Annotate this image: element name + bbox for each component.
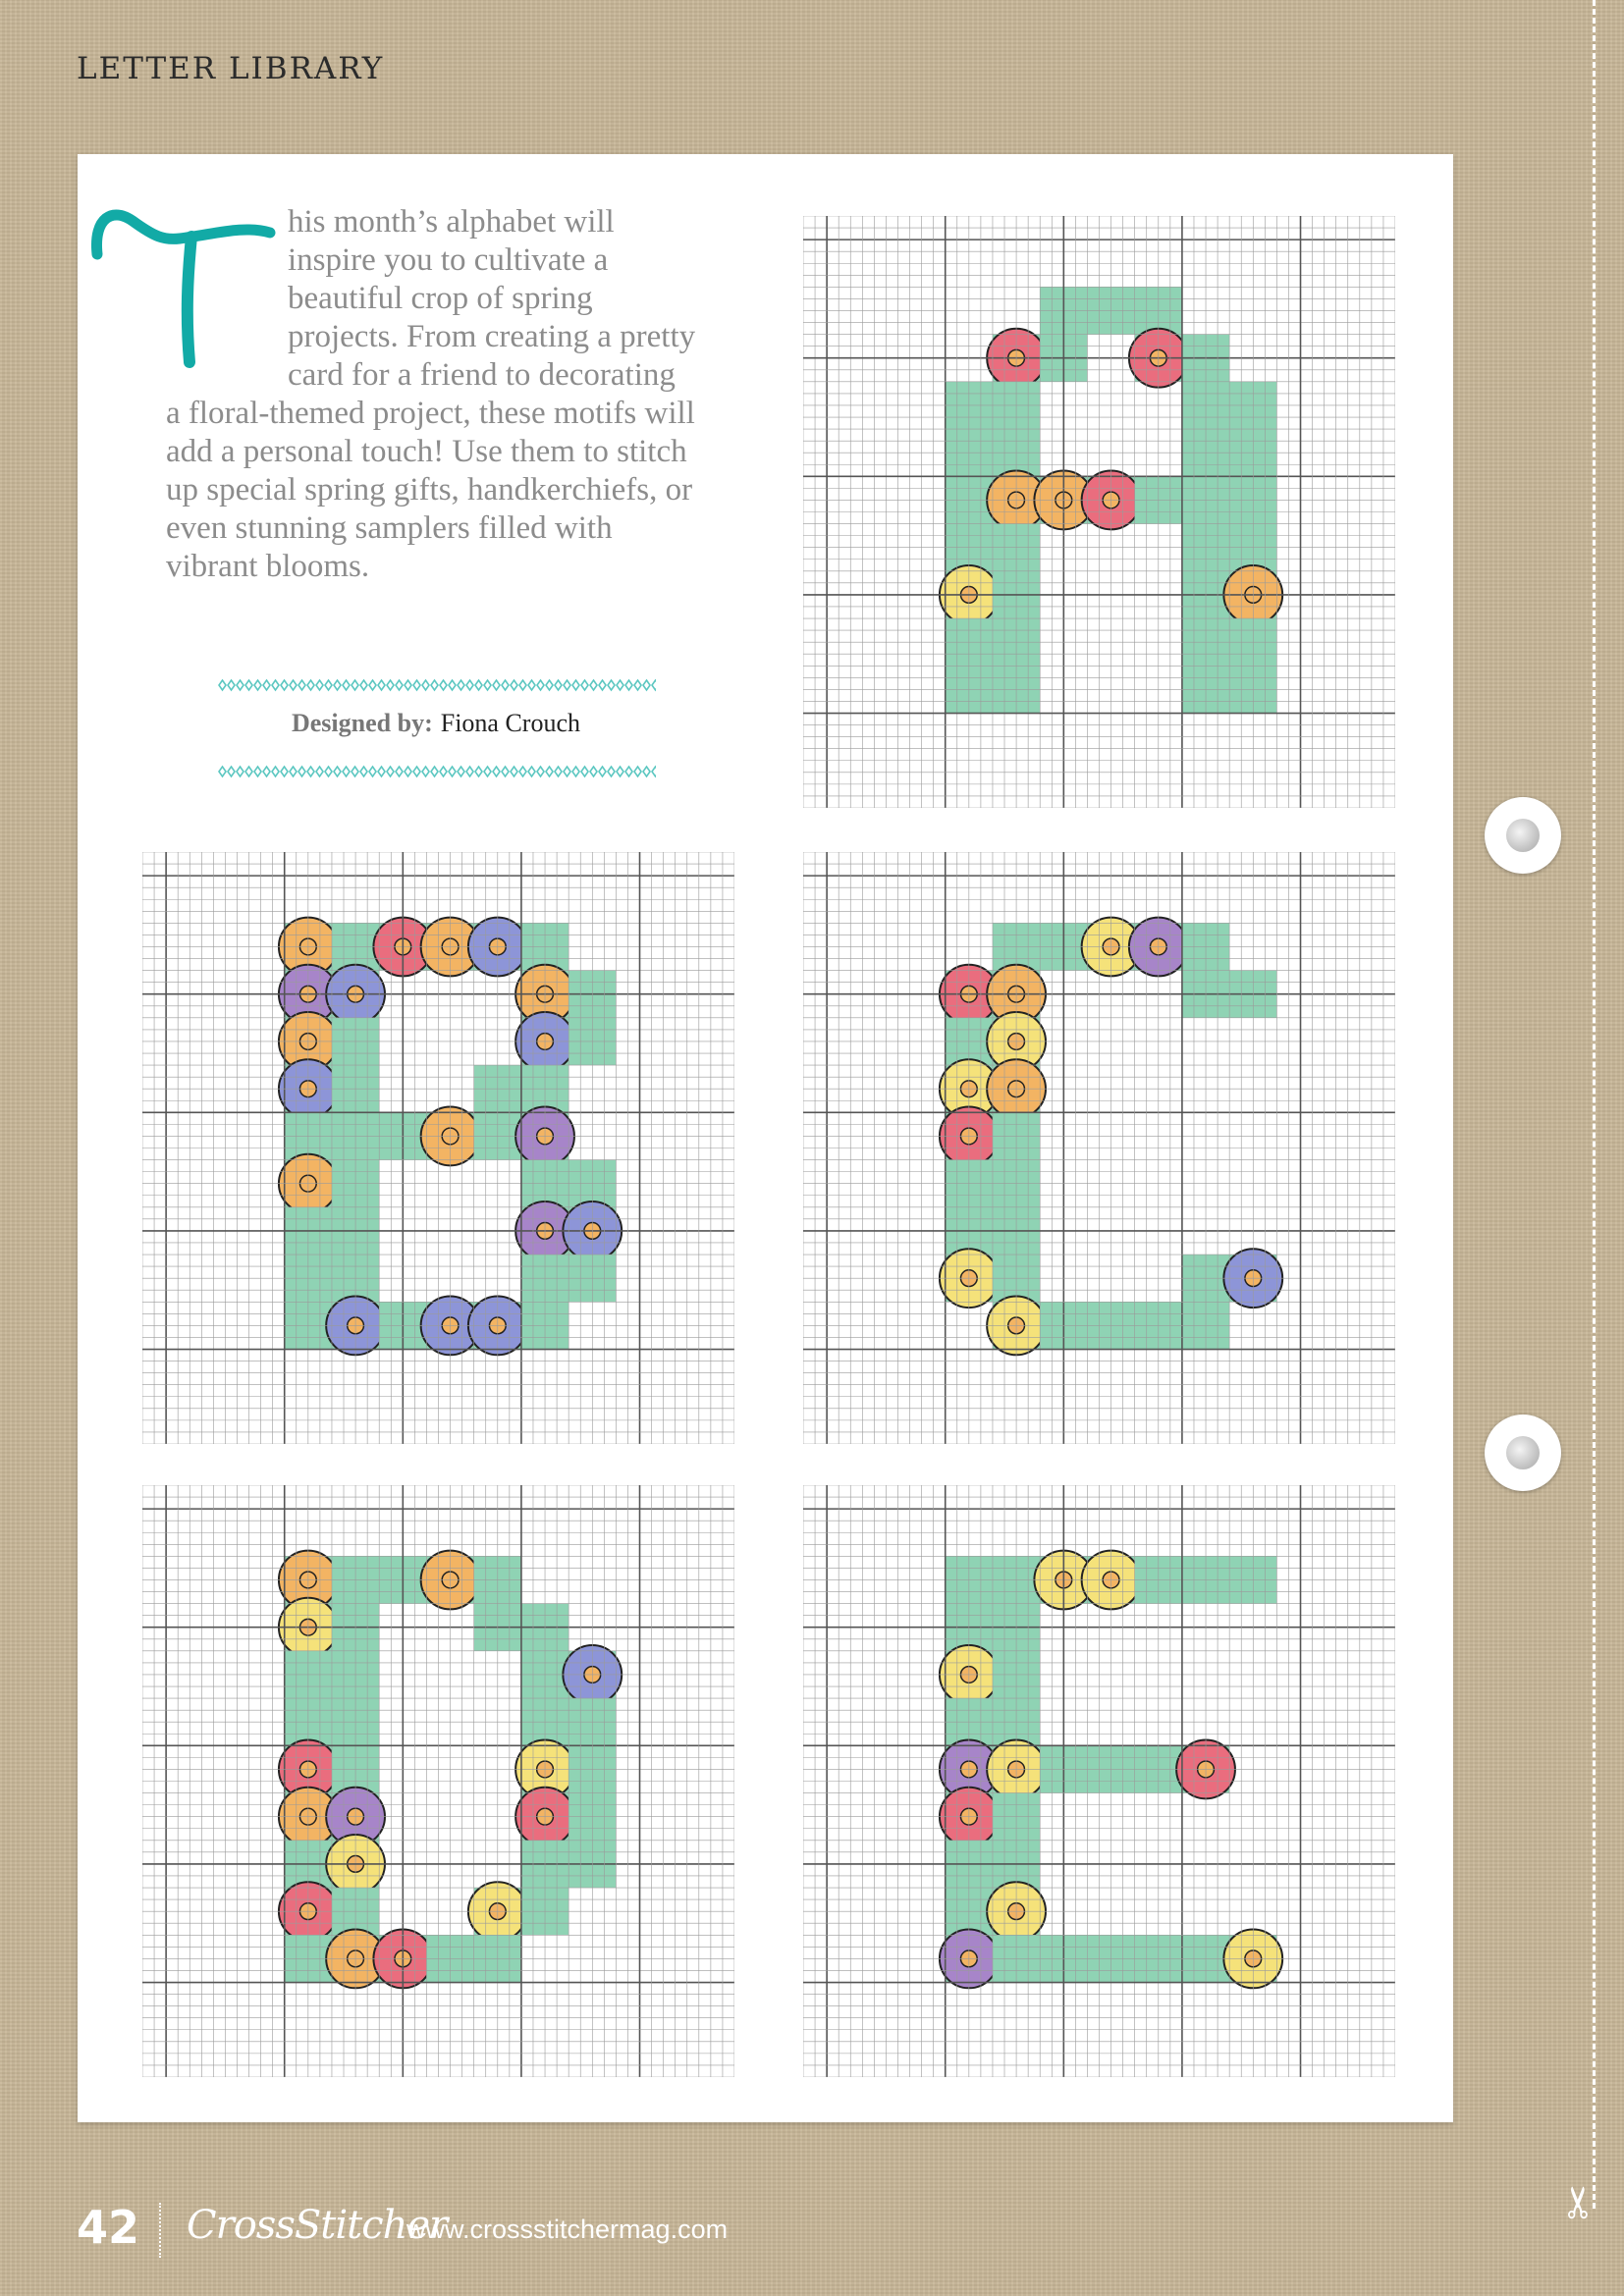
footer-separator bbox=[159, 2203, 161, 2258]
cut-line bbox=[1593, 0, 1596, 2209]
intro-text: his month’s alphabet will inspire you to cultivate a beautiful crop of spring projects. From creating a pretty card for a friend to decorating a floral-themed project, these motifs will add a personal touch! Use them to stitch up special spring gifts, handkerchiefs, or even stunning samplers filled with vibrant blooms. bbox=[166, 204, 696, 584]
section-title: LETTER LIBRARY bbox=[77, 51, 385, 86]
chart-c-svg bbox=[803, 852, 1395, 1444]
chart-letter-b bbox=[142, 852, 734, 1444]
designer-credit bbox=[166, 709, 706, 738]
binder-hole-top bbox=[1485, 797, 1561, 874]
scissors-icon: ✂ bbox=[1553, 2184, 1604, 2220]
intro-paragraph bbox=[166, 203, 696, 586]
footer-url: www.crossstitchermag.com bbox=[406, 2215, 729, 2244]
divider-top bbox=[218, 678, 656, 692]
designer-label: Designed by: bbox=[291, 709, 433, 737]
binder-hole-bottom bbox=[1485, 1415, 1561, 1491]
content-panel bbox=[78, 154, 1453, 2122]
chart-d-svg bbox=[142, 1485, 734, 2077]
chart-letter-e bbox=[803, 1485, 1395, 2077]
chart-letter-a bbox=[803, 216, 1395, 808]
designer-name: Fiona Crouch bbox=[440, 709, 580, 737]
chart-letter-c bbox=[803, 852, 1395, 1444]
chart-letter-d bbox=[142, 1485, 734, 2077]
chart-e-svg bbox=[803, 1485, 1395, 2077]
divider-bottom bbox=[218, 765, 656, 778]
page-number: 42 bbox=[77, 2201, 140, 2254]
chart-a-svg bbox=[803, 216, 1395, 808]
dropcap-t bbox=[85, 197, 282, 374]
chart-b-svg bbox=[142, 852, 734, 1444]
brand-logo: CrossStitcher bbox=[187, 2203, 448, 2248]
